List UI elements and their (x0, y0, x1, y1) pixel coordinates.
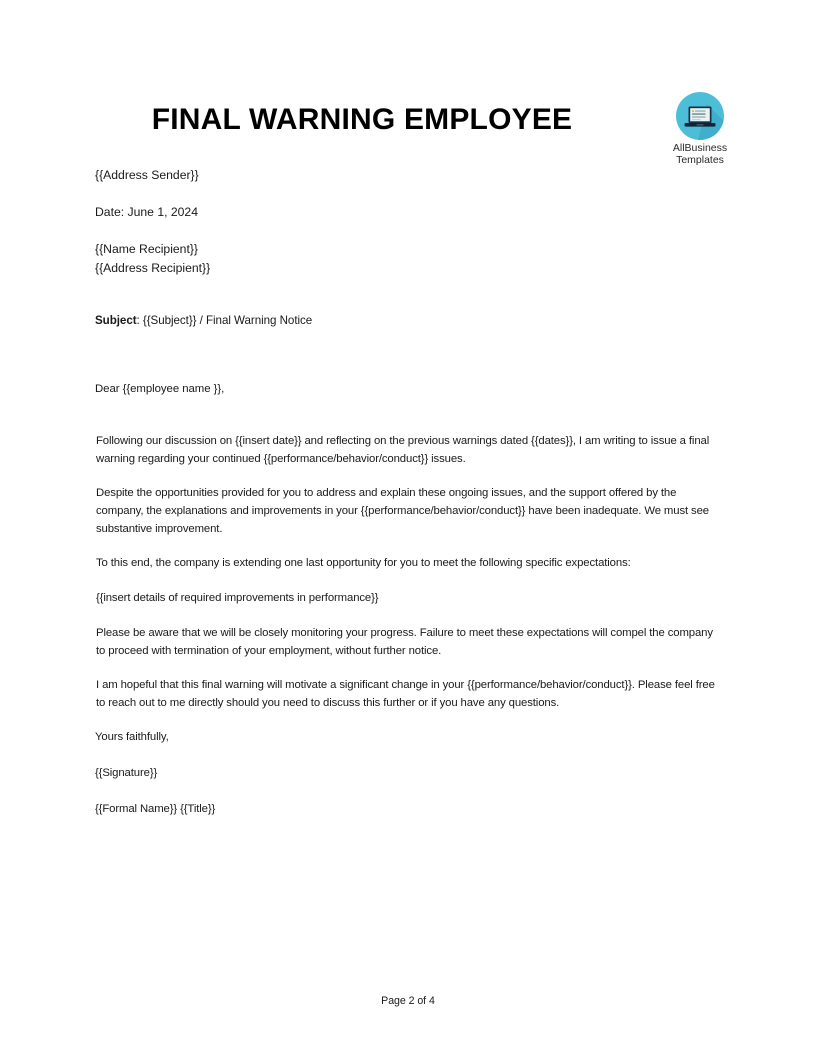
allbusiness-templates-logo (655, 92, 745, 166)
salutation: Dear {{employee name }}, (95, 383, 225, 395)
body-paragraph-2: Despite the opportunities provided for you to address and explain these ongoing issues, and the support offered by the company, the explanations and improvements in your {{performance/behavior/conduct}} have been inadequate. We must see substantive improvement. (96, 487, 709, 535)
body-paragraph-1: Following our discussion on {{insert date}} and reflecting on the previous warnings dated {{dates}}, I am writing to issue a final warning regarding your continued {{performance/behavior/conduct}} issues. (96, 435, 710, 465)
page-title: FINAL WARNING EMPLOYEE (151, 103, 573, 136)
valediction: Yours faithfully, (95, 731, 169, 743)
letter-header-block (95, 166, 735, 278)
address-sender: {{Address Sender}} (95, 168, 199, 182)
laptop-icon (676, 92, 724, 140)
logo-caption-line2: Templates (676, 153, 724, 166)
address-recipient: {{Address Recipient}} (95, 260, 211, 275)
letter-body (96, 433, 722, 712)
spacer (95, 185, 735, 204)
body-paragraph-4: {{insert details of required improvements in performance}} (96, 592, 379, 605)
spacer (95, 222, 735, 241)
logo-caption (655, 143, 745, 166)
subject-value: : {{Subject}} / Final Warning Notice (136, 314, 313, 327)
subject-line (95, 313, 312, 329)
body-paragraph-6: I am hopeful that this final warning will motivate a significant change in your {{performance/behavior/conduct}}. Please feel free to reach out to me directly should you need to discuss this further or if you have any questions. (96, 679, 715, 709)
page-footer: Page 2 of 4 (381, 995, 435, 1007)
name-recipient: {{Name Recipient}} (95, 242, 198, 257)
signer-name-title: {{Formal Name}} {{Title}} (95, 803, 216, 816)
signature-placeholder: {{Signature}} (95, 767, 158, 780)
subject-label: Subject (95, 314, 137, 327)
letter-date: Date: June 1, 2024 (95, 205, 198, 220)
letter-closing (95, 729, 721, 819)
logo-caption-line1: AllBusiness (672, 142, 728, 154)
body-paragraph-5: Please be aware that we will be closely monitoring your progress. Failure to meet these expectations will compel the company to proceed with termination of your employment, without further notice. (96, 626, 713, 657)
body-paragraph-3: To this end, the company is extending one last opportunity for you to meet the following specific expectations: (96, 557, 631, 570)
